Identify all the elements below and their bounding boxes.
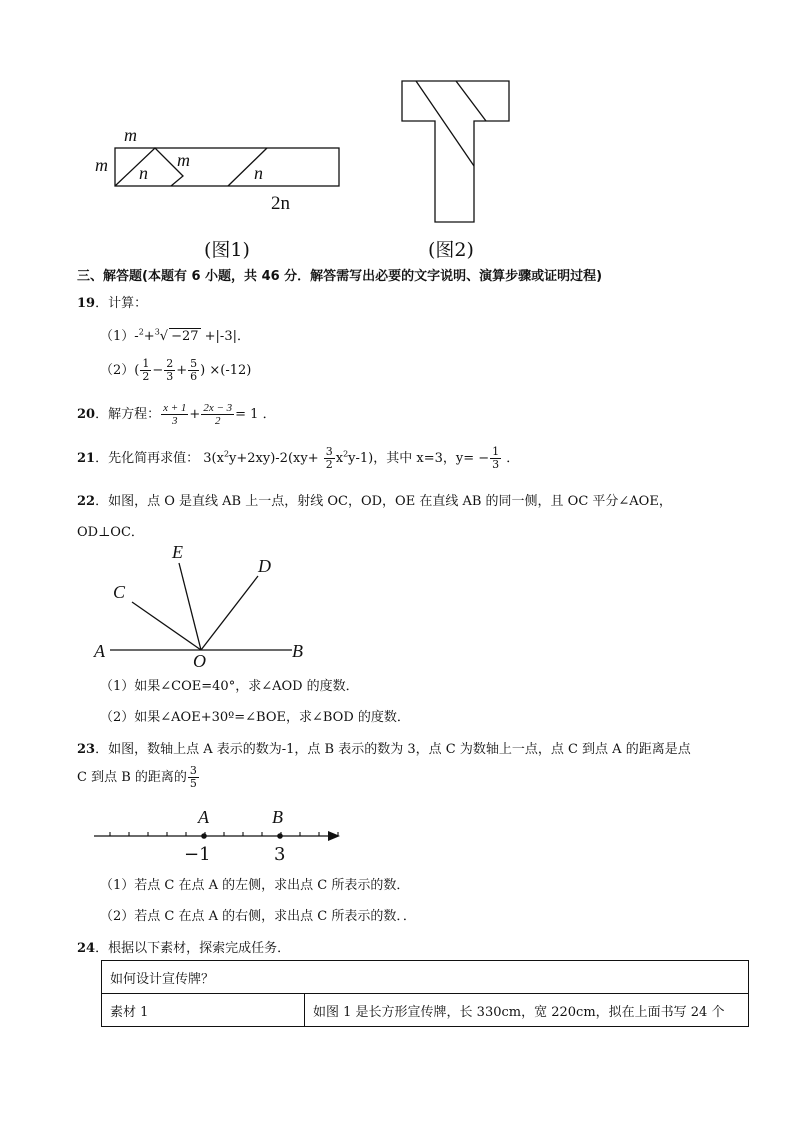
q20-frac-2 bbox=[201, 402, 234, 427]
q24-number: 24 bbox=[77, 941, 96, 956]
radical-icon: √ bbox=[159, 329, 169, 344]
q19-p1-radicand: −27 bbox=[171, 329, 199, 344]
frac-num: x + 1 bbox=[163, 402, 187, 414]
q19-p1-b: + bbox=[143, 329, 155, 344]
q22-label-c: C bbox=[113, 582, 126, 602]
q21-a: 3(x bbox=[203, 451, 224, 466]
frac-den: 3 bbox=[166, 370, 174, 383]
q23-frac bbox=[188, 765, 199, 790]
q19-number: 19 bbox=[77, 296, 96, 311]
q24-material-table bbox=[101, 960, 749, 1027]
q22-label-d: D bbox=[258, 556, 271, 576]
q23-line-1 bbox=[77, 738, 691, 757]
q23-number: 23 bbox=[77, 742, 96, 757]
table-cell-text: 如图 1 是长方形宣传牌，长 330cm，宽 220cm，拟在上面书写 24 个 bbox=[305, 994, 749, 1027]
q22-ray-od bbox=[201, 576, 258, 650]
q22-text-1: ．如图，点 O 是直线 AB 上一点，射线 OC，OD，OE 在直线 AB 的同一侧，且 OC 平分∠AOE， bbox=[95, 494, 672, 509]
q21-value-frac bbox=[490, 446, 501, 471]
frac-num: 2x − 3 bbox=[203, 402, 233, 414]
q24-text: ．根据以下素材，探索完成任务． bbox=[95, 941, 291, 956]
q23-part-1: （1）若点 C 在点 A 的左侧，求出点 C 所表示的数． bbox=[100, 878, 410, 893]
q22-label-o: O bbox=[193, 651, 206, 671]
table-cell-label: 素材 1 bbox=[102, 994, 305, 1027]
fig1-label-m-top: m bbox=[124, 125, 137, 145]
fig1-label-n1: n bbox=[139, 163, 148, 183]
q21-s1: 2 bbox=[223, 449, 230, 459]
q22-label-b: B bbox=[292, 641, 303, 661]
frac-num: 3 bbox=[189, 764, 197, 777]
fig1-label-m-right: m bbox=[177, 150, 190, 170]
table-row bbox=[102, 961, 749, 994]
q22-line-2: OD⊥OC． bbox=[77, 525, 144, 540]
q22-line-1 bbox=[77, 490, 672, 509]
q23-number-line bbox=[90, 825, 345, 847]
q21-e: ． bbox=[502, 451, 520, 466]
q22-label-e: E bbox=[172, 542, 183, 562]
q21-text: ．先化简再求值： bbox=[95, 451, 200, 466]
q21-frac bbox=[324, 446, 335, 471]
frac-den: 5 bbox=[189, 777, 197, 790]
figure-2-diagram bbox=[396, 76, 516, 228]
q20-eq: = 1 bbox=[235, 407, 259, 422]
q20 bbox=[77, 402, 276, 427]
q19-p2-frac-2 bbox=[164, 358, 175, 383]
q23-part-2: （2）若点 C 在点 A 的右侧，求出点 C 所表示的数．． bbox=[100, 909, 416, 924]
q21-s2: 2 bbox=[343, 449, 349, 459]
fig1-small-square bbox=[115, 148, 183, 186]
frac-num: 5 bbox=[190, 357, 198, 370]
section-3-heading: 三、解答题(本题有 6 小题，共 46 分．解答需写出必要的文字说明、演算步骤或证明过程) bbox=[77, 269, 603, 284]
q19-p2-plus: + bbox=[176, 363, 188, 378]
q21-d: y-1)，其中 x=3，y= − bbox=[348, 451, 490, 466]
fig1-label-2n: 2n bbox=[271, 193, 290, 214]
table-row bbox=[102, 994, 749, 1027]
point-a-dot bbox=[201, 833, 207, 839]
q23-text-1: ．如图，数轴上点 A 表示的数为-1，点 B 表示的数为 3，点 C 为数轴上一点，点 C 到点 A 的距离是点 bbox=[95, 742, 691, 757]
frac-den: 6 bbox=[190, 370, 198, 383]
q19-p1-idx: 3 bbox=[154, 327, 160, 337]
fig2-cut-2 bbox=[456, 81, 486, 121]
fig1-label-n2: n bbox=[254, 163, 263, 183]
q21-b: y+2xy)-2(xy+ bbox=[229, 451, 319, 466]
frac-num: 3 bbox=[325, 445, 333, 458]
frac-den: 2 bbox=[325, 458, 333, 471]
q19-title bbox=[77, 292, 147, 311]
q22-part-1: （1）如果∠COE=40°，求∠AOD 的度数． bbox=[100, 679, 359, 694]
frac-num: 1 bbox=[492, 445, 500, 458]
point-b-dot bbox=[277, 833, 283, 839]
q19-p2-frac-1 bbox=[140, 358, 151, 383]
q23-label-b: B bbox=[272, 807, 283, 827]
frac-den: 2 bbox=[142, 370, 150, 383]
q19-text: ．计算： bbox=[95, 296, 148, 311]
table-header-cell: 如何设计宣传牌？ bbox=[102, 961, 749, 994]
fig1-caption: (图1) bbox=[204, 239, 250, 261]
q19-p2-prefix: （2）( bbox=[100, 363, 140, 378]
q22-part-2: （2）如果∠AOE+30º=∠BOE，求∠BOD 的度数． bbox=[100, 710, 410, 725]
q20-text: ．解方程： bbox=[95, 407, 161, 422]
q23-text-2: C 到点 B 的距离的 bbox=[77, 770, 187, 785]
frac-den: 2 bbox=[214, 415, 221, 427]
frac-den: 3 bbox=[172, 415, 178, 427]
q19-p1-exp: 2 bbox=[138, 327, 144, 337]
q20-plus: + bbox=[189, 407, 201, 422]
frac-num: 1 bbox=[142, 357, 150, 370]
q23-value-a: −1 bbox=[184, 844, 211, 865]
q23-value-b: 3 bbox=[274, 844, 286, 865]
q19-p2-minus: − bbox=[152, 363, 164, 378]
frac-den: 3 bbox=[492, 458, 500, 471]
q19-p1-c: +|-3|． bbox=[200, 329, 250, 344]
q22-number: 22 bbox=[77, 494, 96, 509]
q21-number: 21 bbox=[77, 451, 96, 466]
q20-frac-1 bbox=[161, 402, 188, 427]
q19-p2-end: ) ×(-12) bbox=[200, 363, 252, 378]
q20-number: 20 bbox=[77, 407, 96, 422]
q19-p1-a: - bbox=[134, 329, 139, 344]
q19-part-1 bbox=[100, 325, 250, 344]
fig1-label-m-left: m bbox=[95, 155, 108, 175]
q23-line-2 bbox=[77, 765, 200, 790]
fig2-t-shape bbox=[402, 81, 509, 222]
q22-label-a: A bbox=[94, 641, 105, 661]
q21 bbox=[77, 446, 519, 471]
q19-p2-frac-3 bbox=[188, 358, 199, 383]
q19-part-2 bbox=[100, 358, 251, 383]
q24-title bbox=[77, 937, 290, 956]
q23-label-a: A bbox=[198, 807, 209, 827]
q20-end: ． bbox=[258, 407, 276, 422]
fig2-caption: (图2) bbox=[428, 239, 474, 261]
q21-c: x bbox=[335, 451, 344, 466]
frac-num: 2 bbox=[166, 357, 174, 370]
q19-p1-prefix: （1） bbox=[100, 329, 135, 344]
